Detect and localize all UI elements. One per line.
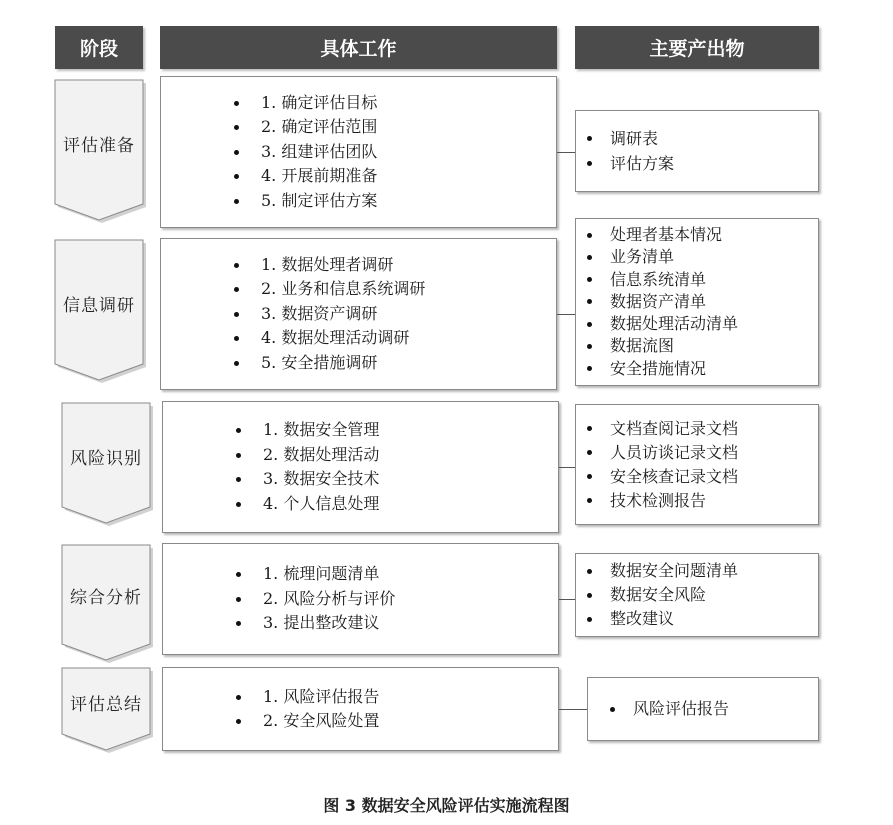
connector-line: [557, 314, 575, 315]
work-item: 1. 确定评估目标: [261, 91, 377, 116]
stage-label: 综合分析: [70, 588, 142, 608]
output-item: 数据资产清单: [610, 291, 738, 313]
output-box: [575, 110, 819, 192]
output-item: 处理者基本情况: [610, 224, 738, 246]
stage-chevron: [62, 403, 150, 523]
work-item: 3. 组建评估团队: [261, 140, 377, 165]
stage-label: 风险识别: [70, 448, 142, 469]
output-item: 评估方案: [610, 151, 674, 176]
connector-line: [559, 709, 587, 710]
work-item: 2. 数据处理活动: [263, 443, 379, 468]
stage-label: 评估总结: [70, 694, 142, 715]
output-box: [575, 404, 819, 525]
output-item: 数据处理活动清单: [610, 313, 738, 335]
connector-line: [557, 152, 575, 153]
stage-chevron: [62, 545, 150, 660]
work-item: 3. 提出整改建议: [263, 611, 395, 636]
stage-chevron: [55, 240, 143, 380]
output-item: 数据流图: [610, 335, 738, 357]
output-box: [575, 553, 819, 637]
work-item: 4. 数据处理活动调研: [261, 326, 425, 351]
output-item: 信息系统清单: [610, 269, 738, 291]
work-item: 5. 制定评估方案: [261, 189, 377, 214]
work-box: [160, 238, 557, 390]
work-item: 1. 数据处理者调研: [261, 253, 425, 278]
work-box: [162, 401, 559, 533]
work-item: 1. 梳理问题清单: [263, 562, 395, 587]
output-item: 数据安全问题清单: [610, 559, 738, 583]
stage-chevron: [62, 668, 150, 750]
header-stage: 阶段: [55, 26, 143, 69]
output-box: [587, 677, 819, 741]
work-item: 2. 业务和信息系统调研: [261, 277, 425, 302]
header-work: 具体工作: [160, 26, 557, 69]
connector-line: [559, 599, 575, 600]
output-item: 安全核查记录文档: [610, 465, 738, 489]
work-item: 5. 安全措施调研: [261, 351, 425, 376]
output-item: 整改建议: [610, 607, 738, 631]
output-item: 调研表: [610, 126, 674, 151]
work-item: 3. 数据资产调研: [261, 302, 425, 327]
output-item: 文档查阅记录文档: [610, 417, 738, 441]
work-item: 2. 风险分析与评价: [263, 587, 395, 612]
work-item: 1. 数据安全管理: [263, 418, 379, 443]
output-item: 业务清单: [610, 246, 738, 268]
figure-caption: 图 3 数据安全风险评估实施流程图: [323, 796, 570, 815]
stage-chevron: [55, 80, 143, 220]
header-output: 主要产出物: [575, 26, 819, 69]
output-item: 人员访谈记录文档: [610, 441, 738, 465]
work-item: 2. 确定评估范围: [261, 115, 377, 140]
output-item: 安全措施情况: [610, 358, 738, 380]
output-item: 数据安全风险: [610, 583, 738, 607]
output-box: [575, 218, 819, 386]
work-box: [162, 667, 559, 751]
work-item: 1. 风险评估报告: [263, 685, 379, 710]
work-item: 4. 个人信息处理: [263, 492, 379, 517]
work-item: 3. 数据安全技术: [263, 467, 379, 492]
work-item: 4. 开展前期准备: [261, 164, 377, 189]
work-box: [160, 76, 557, 228]
work-box: [162, 543, 559, 655]
work-item: 2. 安全风险处置: [263, 709, 379, 734]
stage-label: 评估准备: [63, 135, 135, 156]
stage-label: 信息调研: [63, 295, 135, 316]
connector-line: [559, 467, 575, 468]
output-item: 技术检测报告: [610, 489, 738, 513]
output-item: 风险评估报告: [633, 696, 729, 722]
